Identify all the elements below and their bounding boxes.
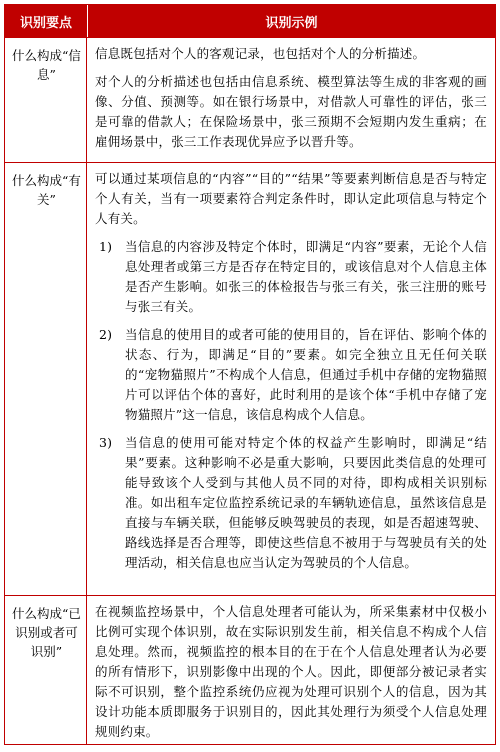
item-number: 1) bbox=[99, 239, 113, 254]
item-text: 当信息的使用目的或者可能的使用目的，旨在评估、影响个体的状态、行为，即满足“目的”要素。如完全独立且无任何关联的“宠物猫照片”不构成个人信息，但通过手机中存储的宠物猫照片可以评估个体的喜好，此时利用的是该个体“手机中存储了宠物猫照片”这一信息，该信息构成个人信息。 bbox=[125, 327, 487, 422]
table-row bbox=[5, 595, 495, 744]
item-text: 当信息的使用可能对特定个体的权益产生影响时，即满足“结果”要素。这种影响不必是重大影响，只要因此类信息的处理可能导致该个人受到与其他人员不同的对待，即构成相关识别标准。如出租车定位监控系统记录的车辆轨迹信息，虽然该信息是直接与车辆关联，但能够反映驾驶员的表现，如是否超速驾驶、路线选择是否合理等，即使这些信息不被用于与驾驶员有关的处理活动，相关信息也应当认定为驾驶员的个人信息。 bbox=[125, 435, 487, 570]
row-point: 什么构成“信息” bbox=[5, 38, 87, 162]
item-number: 3) bbox=[99, 435, 113, 450]
row-point: 什么构成“已识别或者可识别” bbox=[5, 596, 87, 744]
row-example bbox=[87, 38, 495, 162]
table-header bbox=[5, 5, 495, 37]
header-point: 识别要点 bbox=[5, 5, 88, 37]
table-row bbox=[5, 162, 495, 595]
paragraph: 对个人的分析描述也包括由信息系统、模型算法等生成的非客观的画像、分值、预测等。如在银行场景中，对借款人可靠性的评估，张三是可靠的借款人；在保险场景中，张三预期不会短期内发生重病；在雇佣场景中，张三工作表现优异应予以晋升等。 bbox=[95, 74, 487, 149]
item-text: 当信息的内容涉及特定个体时，即满足“内容”要素，无论个人信息处理者或第三方是否存在特定目的，或该信息对个人信息主体是否产生影响。如张三的体检报告与张三有关，张三注册的账号与张三有关。 bbox=[125, 239, 487, 314]
item-number: 2) bbox=[99, 327, 113, 342]
paragraph: 信息既包括对个人的客观记录，也包括对个人的分析描述。 bbox=[95, 46, 426, 61]
identification-table bbox=[4, 4, 496, 745]
list-item bbox=[95, 325, 487, 425]
list-item bbox=[95, 433, 487, 573]
list-item bbox=[95, 237, 487, 317]
row-example bbox=[87, 596, 495, 744]
row-example bbox=[87, 163, 495, 595]
header-example: 识别示例 bbox=[265, 15, 318, 31]
table-row bbox=[5, 37, 495, 162]
row-point: 什么构成“有关” bbox=[5, 163, 87, 595]
paragraph: 可以通过某项信息的“内容”“目的”“结果”等要素判断信息是否与特定个人有关，当有一项要素符合判定条件时，即认定此项信息与特定个人有关。 bbox=[95, 171, 487, 226]
paragraph: 在视频监控场景中，个人信息处理者可能认为，所采集素材中仅极小比例可实现个体识别，故在实际识别发生前，相关信息不构成个人信息处理。然而，视频监控的根本目的在于在个人信息处理者认为必要的所有情形下，识别影像中出现的个人。因此，即便部分被记录者实际不可识别，整个监控系统仍应视为处理可识别个人的信息，因为其设计功能本质即服务于识别目的，因此其处理行为须受个人信息处理规则约束。 bbox=[95, 604, 487, 739]
